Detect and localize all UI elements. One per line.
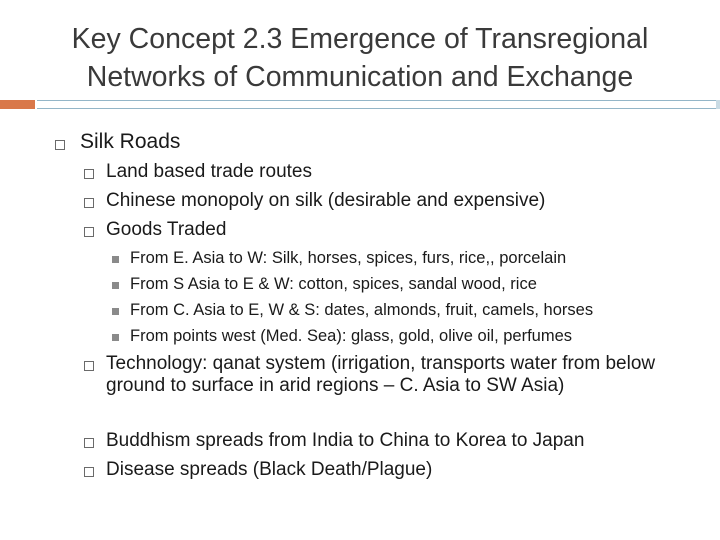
goods-item: From C. Asia to E, W & S: dates, almonds, fruit, camels, horses	[130, 301, 594, 319]
checkbox-bullet-icon	[84, 198, 94, 208]
slide-title	[0, 20, 720, 96]
title-line-2: Networks of Communication and Exchange	[86, 61, 634, 93]
checkbox-bullet-icon	[55, 140, 65, 150]
goods-item: From E. Asia to W: Silk, horses, spices, furs, rice,, porcelain	[130, 249, 567, 267]
bullet-land-routes: Land based trade routes	[106, 161, 312, 182]
bullet-goods-traded: Goods Traded	[106, 219, 227, 240]
checkbox-bullet-icon	[84, 361, 94, 371]
checkbox-bullet-icon	[84, 227, 94, 237]
checkbox-bullet-icon	[84, 438, 94, 448]
bullet-silk-monopoly: Chinese monopoly on silk (desirable and expensive)	[106, 190, 546, 211]
accent-bar-blue	[37, 100, 720, 109]
bullet-buddhism: Buddhism spreads from India to China to Korea to Japan	[106, 430, 585, 451]
goods-item: From S Asia to E & W: cotton, spices, sandal wood, rice	[130, 275, 537, 293]
checkbox-bullet-icon	[84, 169, 94, 179]
bullet-technology: Technology: qanat system (irrigation, transports water from below ground to surface in arid regions – C. Asia to SW Asia)	[106, 353, 656, 396]
square-bullet-icon	[112, 256, 119, 263]
square-bullet-icon	[112, 334, 119, 341]
accent-bar-orange	[0, 100, 35, 109]
goods-item: From points west (Med. Sea): glass, gold, olive oil, perfumes	[130, 327, 573, 345]
square-bullet-icon	[112, 282, 119, 289]
square-bullet-icon	[112, 308, 119, 315]
bullet-disease: Disease spreads (Black Death/Plague)	[106, 459, 433, 480]
bullet-silk-roads: Silk Roads	[80, 130, 181, 153]
accent-bar-blue-end	[716, 100, 720, 109]
title-line-1: Key Concept 2.3 Emergence of Transregional	[71, 23, 649, 55]
checkbox-bullet-icon	[84, 467, 94, 477]
